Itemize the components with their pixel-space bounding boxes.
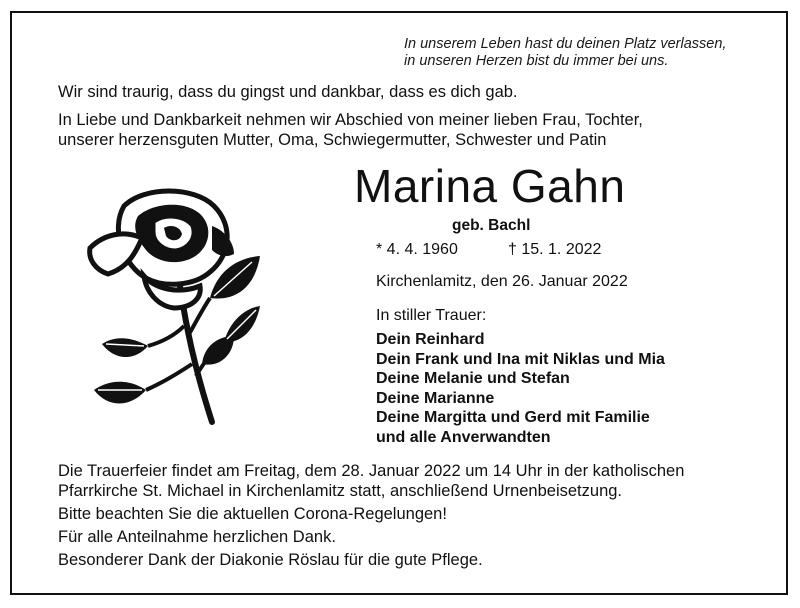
- notes-line-5: Besonderer Dank der Diakonie Röslau für die gute Pflege.: [58, 551, 483, 569]
- mourner: Deine Marianne: [376, 389, 495, 407]
- notes-line-2: Pfarrkirche St. Michael in Kirchenlamitz statt, anschließend Urnenbeisetzung.: [58, 482, 623, 500]
- death-date: † 15. 1. 2022: [508, 241, 602, 258]
- rose-icon: [84, 186, 264, 430]
- notes-line-1: Die Trauerfeier findet am Freitag, dem 28. Januar 2022 um 14 Uhr in der katholischen: [58, 462, 685, 480]
- intro-line-1: Wir sind traurig, dass du gingst und dankbar, dass es dich gab.: [58, 83, 518, 101]
- mourner: Dein Frank und Ina mit Niklas und Mia: [376, 350, 665, 368]
- notes-line-4: Für alle Anteilnahme herzlichen Dank.: [58, 528, 336, 546]
- mourner: und alle Anverwandten: [376, 428, 551, 446]
- notes: [58, 461, 684, 570]
- birth-date: * 4. 4. 1960: [376, 241, 458, 258]
- place-date: Kirchenlamitz, den 26. Januar 2022: [376, 273, 628, 290]
- mourning-label: In stiller Trauer:: [376, 307, 487, 324]
- intro-line-3: unserer herzensguten Mutter, Oma, Schwiegermutter, Schwester und Patin: [58, 131, 607, 149]
- motto-line-2: in unseren Herzen bist du immer bei uns.: [404, 53, 669, 69]
- life-dates: [376, 241, 601, 259]
- birth-name: geb. Bachl: [452, 217, 531, 234]
- motto-line-1: In unserem Leben hast du deinen Platz verlassen,: [404, 36, 727, 52]
- mourner: Dein Reinhard: [376, 331, 485, 348]
- motto: [404, 36, 784, 70]
- notes-line-3: Bitte beachten Sie die aktuellen Corona-Regelungen!: [58, 505, 447, 523]
- mourner: Deine Margitta und Gerd mit Familie: [376, 409, 650, 426]
- deceased-name: Marina Gahn: [354, 160, 626, 212]
- mourner: Deine Melanie und Stefan: [376, 370, 570, 387]
- mourners-list: [376, 330, 665, 447]
- intro-line-2: In Liebe und Dankbarkeit nehmen wir Abschied von meiner lieben Frau, Tochter,: [58, 111, 643, 129]
